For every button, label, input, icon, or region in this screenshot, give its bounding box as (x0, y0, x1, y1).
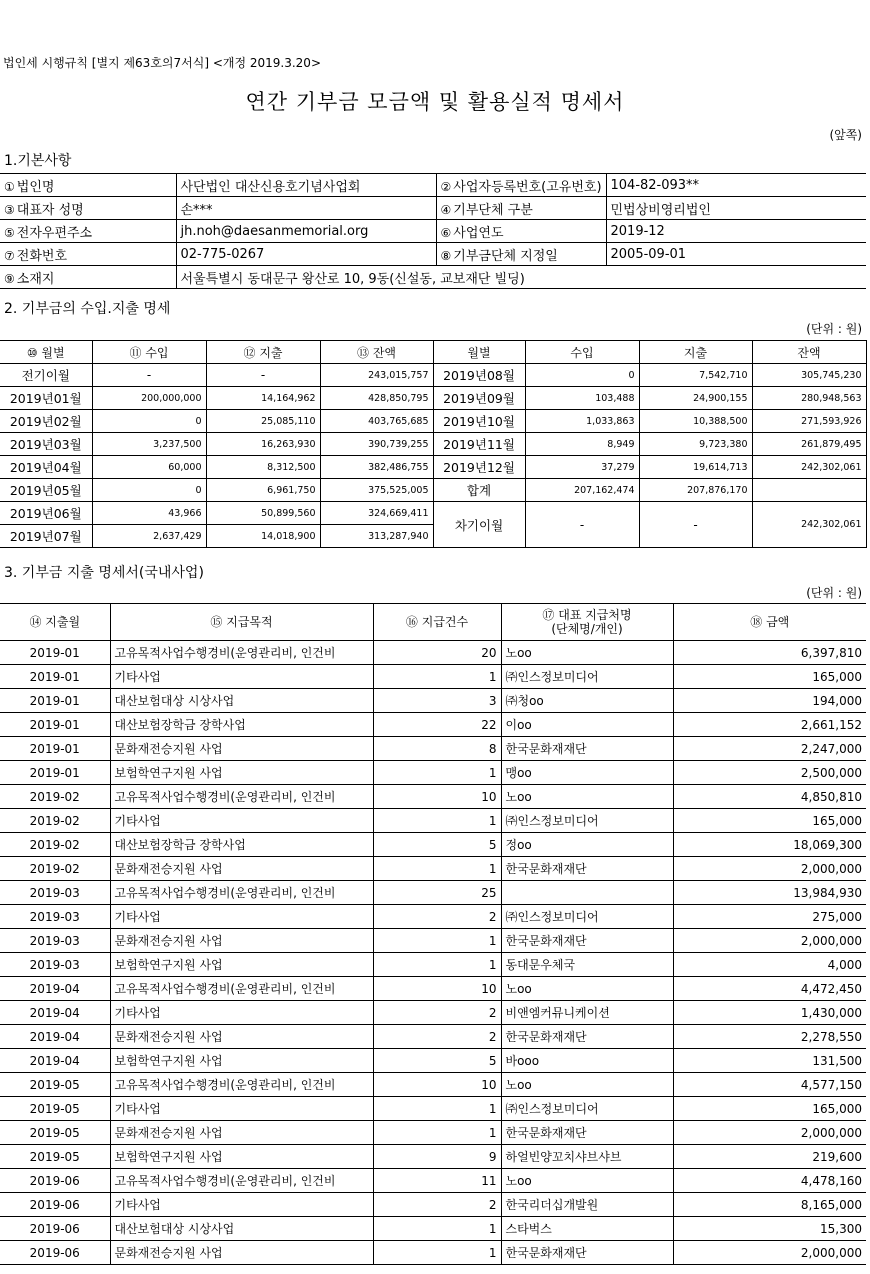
field-number: ⑨ (4, 271, 15, 286)
carry-forward-cell: 242,302,061 (752, 502, 866, 548)
info-row-address (0, 266, 866, 289)
expense-count: 1 (373, 1121, 501, 1145)
expense-count: 2 (373, 1025, 501, 1049)
expense-payee: 바ooo (501, 1049, 673, 1073)
expense-purpose: 대산보험장학금 장학사업 (110, 833, 373, 857)
expense-month: 2019-05 (0, 1121, 110, 1145)
expense-payee: ㈜인스정보미디어 (501, 809, 673, 833)
expense-amount: 2,661,152 (673, 713, 866, 737)
info-label (0, 266, 176, 289)
expense-amount: 18,069,300 (673, 833, 866, 857)
expense-count: 5 (373, 1049, 501, 1073)
section2-title: 2. 기부금의 수입.지출 명세 (4, 301, 171, 317)
expense-payee (501, 881, 673, 905)
amount-cell: 50,899,560 (206, 502, 320, 525)
expense-month: 2019-03 (0, 929, 110, 953)
expense-count: 1 (373, 953, 501, 977)
expense-month: 2019-03 (0, 905, 110, 929)
expense-purpose: 기타사업 (110, 809, 373, 833)
expense-amount: 4,478,160 (673, 1169, 866, 1193)
field-label: 법인명 (16, 179, 55, 195)
table-row (0, 713, 866, 737)
table-row (0, 1193, 866, 1217)
table-header-row (0, 604, 866, 641)
expense-count: 8 (373, 737, 501, 761)
amount-cell: 382,486,755 (320, 456, 433, 479)
expense-count: 3 (373, 689, 501, 713)
expense-amount: 4,472,450 (673, 977, 866, 1001)
expense-purpose: 보험학연구지원 사업 (110, 1145, 373, 1169)
table-row (0, 905, 866, 929)
table-row (0, 433, 866, 456)
expense-count: 9 (373, 1145, 501, 1169)
column-header: ⑱ 금액 (673, 604, 866, 641)
field-label: 소재지 (16, 271, 55, 287)
expense-count: 10 (373, 1073, 501, 1097)
header-line: (단체명/개인) (551, 622, 623, 636)
amount-cell: 207,162,474 (525, 479, 639, 502)
expense-purpose: 대산보험대상 시상사업 (110, 689, 373, 713)
expense-payee: 하얼빈양꼬치샤브샤브 (501, 1145, 673, 1169)
month-cell: 2019년12월 (433, 456, 525, 479)
column-header (501, 604, 673, 641)
expense-count: 11 (373, 1169, 501, 1193)
table-row (0, 502, 866, 525)
expense-payee: 노oo (501, 641, 673, 665)
expense-month: 2019-06 (0, 1193, 110, 1217)
expense-amount: 165,000 (673, 809, 866, 833)
expense-purpose: 문화재전승지원 사업 (110, 1241, 373, 1265)
expense-month: 2019-03 (0, 881, 110, 905)
info-label (0, 243, 176, 266)
field-label: 사업자등록번호(고유번호) (453, 179, 602, 195)
amount-cell: 19,614,713 (639, 456, 752, 479)
month-cell: 2019년10월 (433, 410, 525, 433)
expense-payee: 동대문우체국 (501, 953, 673, 977)
expense-amount: 1,430,000 (673, 1001, 866, 1025)
expense-purpose: 문화재전승지원 사업 (110, 857, 373, 881)
column-header: ⑭ 지출월 (0, 604, 110, 641)
month-cell: 2019년07월 (0, 525, 92, 548)
column-header: ⑯ 지급건수 (373, 604, 501, 641)
expense-amount: 2,000,000 (673, 857, 866, 881)
expense-month: 2019-01 (0, 737, 110, 761)
info-label (436, 220, 606, 243)
field-label: 전화번호 (16, 248, 67, 264)
month-cell: 2019년09월 (433, 387, 525, 410)
expense-purpose: 기타사업 (110, 1001, 373, 1025)
expense-payee: 한국리더십개발원 (501, 1193, 673, 1217)
expense-count: 25 (373, 881, 501, 905)
expense-amount: 4,577,150 (673, 1073, 866, 1097)
field-number: ③ (4, 202, 15, 217)
expense-amount: 2,000,000 (673, 1241, 866, 1265)
info-value: 2005-09-01 (606, 243, 866, 266)
expense-purpose: 기타사업 (110, 665, 373, 689)
amount-cell: 8,949 (525, 433, 639, 456)
carry-forward-label: 차기이월 (433, 502, 525, 548)
expense-payee: 스타벅스 (501, 1217, 673, 1241)
table-row (0, 665, 866, 689)
field-number: ⑤ (4, 225, 15, 240)
info-value: 민법상비영리법인 (606, 197, 866, 220)
month-cell: 2019년04월 (0, 456, 92, 479)
amount-cell: 0 (92, 479, 206, 502)
amount-cell: 24,900,155 (639, 387, 752, 410)
expense-purpose: 문화재전승지원 사업 (110, 929, 373, 953)
expense-month: 2019-01 (0, 689, 110, 713)
month-cell: 2019년01월 (0, 387, 92, 410)
column-header: 지출 (639, 341, 752, 364)
table-row (0, 977, 866, 1001)
amount-cell: 200,000,000 (92, 387, 206, 410)
amount-cell: 10,388,500 (639, 410, 752, 433)
expense-amount: 2,500,000 (673, 761, 866, 785)
table-row (0, 456, 866, 479)
expense-month: 2019-04 (0, 1001, 110, 1025)
carry-forward-cell: - (525, 502, 639, 548)
info-value: 104-82-093** (606, 174, 866, 197)
info-value: 2019-12 (606, 220, 866, 243)
expense-purpose: 기타사업 (110, 905, 373, 929)
amount-cell: 0 (525, 364, 639, 387)
info-value: 손*** (176, 197, 436, 220)
expense-amount: 165,000 (673, 1097, 866, 1121)
amount-cell: 0 (92, 410, 206, 433)
amount-cell: 25,085,110 (206, 410, 320, 433)
expense-count: 1 (373, 665, 501, 689)
document-title: 연간 기부금 모금액 및 활용실적 명세서 (245, 90, 625, 114)
amount-cell: 6,961,750 (206, 479, 320, 502)
table-row (0, 1049, 866, 1073)
expense-purpose: 고유목적사업수행경비(운영관리비, 인건비 (110, 785, 373, 809)
info-row (0, 243, 866, 266)
expense-month: 2019-06 (0, 1241, 110, 1265)
info-value: jh.noh@daesanmemorial.org (176, 220, 436, 243)
address-value: 서울특별시 동대문구 왕산로 10, 9동(신설동, 교보재단 빌딩) (176, 266, 866, 289)
expense-purpose: 보험학연구지원 사업 (110, 1049, 373, 1073)
expense-count: 1 (373, 929, 501, 953)
expense-count: 2 (373, 905, 501, 929)
expense-purpose: 문화재전승지원 사업 (110, 1121, 373, 1145)
amount-cell: 280,948,563 (752, 387, 866, 410)
expense-month: 2019-05 (0, 1145, 110, 1169)
expense-payee: ㈜인스정보미디어 (501, 665, 673, 689)
expense-month: 2019-04 (0, 1049, 110, 1073)
table-row (0, 881, 866, 905)
amount-cell: 271,593,926 (752, 410, 866, 433)
info-label (0, 220, 176, 243)
expense-amount: 131,500 (673, 1049, 866, 1073)
table-row (0, 387, 866, 410)
expense-payee: 한국문화재재단 (501, 1241, 673, 1265)
expense-amount: 2,000,000 (673, 1121, 866, 1145)
month-cell: 2019년11월 (433, 433, 525, 456)
info-label (0, 174, 176, 197)
amount-cell: 242,302,061 (752, 456, 866, 479)
month-cell: 전기이월 (0, 364, 92, 387)
expense-purpose: 대산보험장학금 장학사업 (110, 713, 373, 737)
expense-payee: 노oo (501, 1073, 673, 1097)
table-row (0, 1121, 866, 1145)
info-row (0, 174, 866, 197)
table-row (0, 929, 866, 953)
field-label: 전자우편주소 (16, 225, 93, 241)
month-cell: 2019년06월 (0, 502, 92, 525)
expense-payee: 노oo (501, 1169, 673, 1193)
expense-purpose: 보험학연구지원 사업 (110, 953, 373, 977)
expense-amount: 2,000,000 (673, 929, 866, 953)
info-row (0, 220, 866, 243)
table-row (0, 809, 866, 833)
month-cell: 2019년05월 (0, 479, 92, 502)
expense-month: 2019-02 (0, 785, 110, 809)
amount-cell: 390,739,255 (320, 433, 433, 456)
info-value: 사단법인 대산신용호기념사업회 (176, 174, 436, 197)
field-number: ④ (440, 202, 452, 217)
table-row (0, 857, 866, 881)
info-value: 02-775-0267 (176, 243, 436, 266)
expense-amount: 13,984,930 (673, 881, 866, 905)
amount-cell: 8,312,500 (206, 456, 320, 479)
table-row (0, 689, 866, 713)
expense-month: 2019-01 (0, 641, 110, 665)
expense-payee: 이oo (501, 713, 673, 737)
amount-cell: 375,525,005 (320, 479, 433, 502)
table-row (0, 833, 866, 857)
amount-cell: 305,745,230 (752, 364, 866, 387)
expense-payee: ㈜청oo (501, 689, 673, 713)
amount-cell: - (206, 364, 320, 387)
amount-cell: 3,237,500 (92, 433, 206, 456)
table-row (0, 1217, 866, 1241)
expense-count: 1 (373, 1097, 501, 1121)
expense-purpose: 문화재전승지원 사업 (110, 1025, 373, 1049)
expense-count: 1 (373, 1241, 501, 1265)
expense-count: 10 (373, 977, 501, 1001)
month-cell: 2019년02월 (0, 410, 92, 433)
expense-count: 1 (373, 809, 501, 833)
table-row (0, 761, 866, 785)
expense-payee: 한국문화재재단 (501, 1121, 673, 1145)
expense-purpose: 대산보험대상 시상사업 (110, 1217, 373, 1241)
header-line: ⑰ 대표 지급처명 (542, 608, 632, 622)
expense-purpose: 고유목적사업수행경비(운영관리비, 인건비 (110, 1169, 373, 1193)
table-row (0, 641, 866, 665)
table-row (0, 1241, 866, 1265)
amount-cell: 14,018,900 (206, 525, 320, 548)
expense-amount: 219,600 (673, 1145, 866, 1169)
expense-month: 2019-06 (0, 1217, 110, 1241)
amount-cell: 2,637,429 (92, 525, 206, 548)
expense-amount: 4,850,810 (673, 785, 866, 809)
expense-count: 22 (373, 713, 501, 737)
expense-count: 1 (373, 857, 501, 881)
amount-cell: 14,164,962 (206, 387, 320, 410)
section2-unit: (단위 : 원) (806, 322, 862, 336)
amount-cell: 7,542,710 (639, 364, 752, 387)
month-cell: 2019년08월 (433, 364, 525, 387)
field-label: 대표자 성명 (16, 202, 84, 218)
expense-payee: 한국문화재재단 (501, 1025, 673, 1049)
basic-info-table (0, 173, 866, 289)
amount-cell: 324,669,411 (320, 502, 433, 525)
expense-purpose: 고유목적사업수행경비(운영관리비, 인건비 (110, 977, 373, 1001)
expense-amount: 194,000 (673, 689, 866, 713)
month-cell: 합계 (433, 479, 525, 502)
table-row (0, 1169, 866, 1193)
expense-purpose: 문화재전승지원 사업 (110, 737, 373, 761)
table-header-row (0, 341, 866, 364)
expense-count: 10 (373, 785, 501, 809)
expense-amount: 8,165,000 (673, 1193, 866, 1217)
section3-title: 3. 기부금 지출 명세서(국내사업) (4, 565, 204, 581)
table-row (0, 364, 866, 387)
expense-payee: 맹oo (501, 761, 673, 785)
expense-month: 2019-01 (0, 713, 110, 737)
amount-cell (752, 479, 866, 502)
field-label: 기부금단체 지정일 (453, 248, 558, 264)
expense-purpose: 고유목적사업수행경비(운영관리비, 인건비 (110, 881, 373, 905)
section3-unit: (단위 : 원) (806, 586, 862, 600)
expense-month: 2019-04 (0, 977, 110, 1001)
expense-count: 5 (373, 833, 501, 857)
column-header: ⑩ 월별 (0, 341, 92, 364)
expense-payee: 한국문화재재단 (501, 929, 673, 953)
table-row (0, 953, 866, 977)
expense-amount: 165,000 (673, 665, 866, 689)
amount-cell: 9,723,380 (639, 433, 752, 456)
expense-purpose: 기타사업 (110, 1193, 373, 1217)
expense-amount: 15,300 (673, 1217, 866, 1241)
expense-payee: 한국문화재재단 (501, 857, 673, 881)
expense-payee: 노oo (501, 785, 673, 809)
expense-amount: 2,278,550 (673, 1025, 866, 1049)
expense-payee: 정oo (501, 833, 673, 857)
amount-cell: 103,488 (525, 387, 639, 410)
field-number: ① (4, 179, 15, 194)
amount-cell: 37,279 (525, 456, 639, 479)
info-label (436, 197, 606, 220)
expense-count: 20 (373, 641, 501, 665)
amount-cell: 261,879,495 (752, 433, 866, 456)
amount-cell: - (92, 364, 206, 387)
amount-cell: 207,876,170 (639, 479, 752, 502)
amount-cell: 313,287,940 (320, 525, 433, 548)
column-header: 월별 (433, 341, 525, 364)
domestic-expense-table (0, 603, 866, 1265)
column-header: 수입 (525, 341, 639, 364)
expense-payee: 노oo (501, 977, 673, 1001)
expense-count: 1 (373, 761, 501, 785)
column-header: 잔액 (752, 341, 866, 364)
expense-month: 2019-01 (0, 665, 110, 689)
expense-amount: 4,000 (673, 953, 866, 977)
expense-month: 2019-02 (0, 857, 110, 881)
field-number: ⑥ (440, 225, 452, 240)
amount-cell: 1,033,863 (525, 410, 639, 433)
column-header: ⑫ 지출 (206, 341, 320, 364)
expense-month: 2019-01 (0, 761, 110, 785)
expense-count: 2 (373, 1001, 501, 1025)
expense-payee: ㈜인스정보미디어 (501, 1097, 673, 1121)
month-cell: 2019년03월 (0, 433, 92, 456)
expense-amount: 6,397,810 (673, 641, 866, 665)
expense-purpose: 보험학연구지원 사업 (110, 761, 373, 785)
expense-month: 2019-03 (0, 953, 110, 977)
amount-cell: 428,850,795 (320, 387, 433, 410)
expense-month: 2019-05 (0, 1097, 110, 1121)
table-row (0, 1073, 866, 1097)
column-header: ⑪ 수입 (92, 341, 206, 364)
expense-month: 2019-04 (0, 1025, 110, 1049)
amount-cell: 243,015,757 (320, 364, 433, 387)
table-row (0, 1001, 866, 1025)
field-number: ⑦ (4, 248, 15, 263)
form-note: 법인세 시행규칙 [별지 제63호의7서식] <개정 2019.3.20> (3, 56, 321, 70)
table-row (0, 737, 866, 761)
info-label (436, 243, 606, 266)
table-row (0, 479, 866, 502)
section1-title: 1.기본사항 (4, 153, 72, 169)
table-row (0, 785, 866, 809)
expense-purpose: 고유목적사업수행경비(운영관리비, 인건비 (110, 1073, 373, 1097)
amount-cell: 60,000 (92, 456, 206, 479)
front-page-label: (앞쪽) (829, 128, 862, 142)
field-number: ② (440, 179, 452, 194)
table-row (0, 1145, 866, 1169)
expense-month: 2019-02 (0, 833, 110, 857)
expense-amount: 2,247,000 (673, 737, 866, 761)
expense-payee: ㈜인스정보미디어 (501, 905, 673, 929)
income-expense-table (0, 340, 867, 548)
expense-count: 2 (373, 1193, 501, 1217)
expense-month: 2019-02 (0, 809, 110, 833)
table-row (0, 410, 866, 433)
expense-month: 2019-06 (0, 1169, 110, 1193)
expense-payee: 비앤엠커뮤니케이션 (501, 1001, 673, 1025)
amount-cell: 43,966 (92, 502, 206, 525)
table-row (0, 1097, 866, 1121)
expense-purpose: 고유목적사업수행경비(운영관리비, 인건비 (110, 641, 373, 665)
column-header: ⑮ 지급목적 (110, 604, 373, 641)
column-header: ⑬ 잔액 (320, 341, 433, 364)
info-row (0, 197, 866, 220)
expense-month: 2019-05 (0, 1073, 110, 1097)
carry-forward-cell: - (639, 502, 752, 548)
info-label (0, 197, 176, 220)
table-row (0, 1025, 866, 1049)
amount-cell: 403,765,685 (320, 410, 433, 433)
expense-count: 1 (373, 1217, 501, 1241)
info-label (436, 174, 606, 197)
expense-payee: 한국문화재재단 (501, 737, 673, 761)
field-label: 사업연도 (453, 225, 504, 241)
amount-cell: 16,263,930 (206, 433, 320, 456)
expense-amount: 275,000 (673, 905, 866, 929)
expense-purpose: 기타사업 (110, 1097, 373, 1121)
field-number: ⑧ (440, 248, 452, 263)
field-label: 기부단체 구분 (453, 202, 533, 218)
